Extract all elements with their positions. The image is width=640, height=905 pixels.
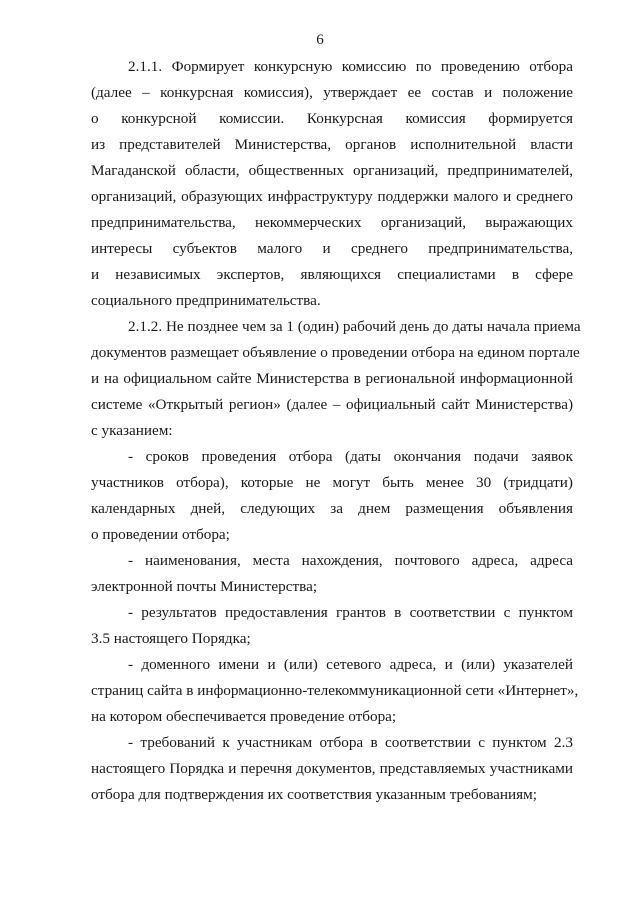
paragraph-2-1-2-line-3: и на официальном сайте Министерства в региональной информационной [91, 370, 573, 387]
list-item-1-line-4: о проведении отбора; [91, 526, 230, 543]
paragraph-2-1-1-line-6: организаций, образующих инфраструктуру поддержки малого и среднего [91, 188, 573, 205]
list-item-3-line-2: 3.5 настоящего Порядка; [91, 630, 251, 647]
paragraph-2-1-1-line-7: предпринимательства, некоммерческих организаций, выражающих [91, 214, 573, 231]
list-item-1-line-1: - сроков проведения отбора (даты окончания подачи заявок [128, 448, 573, 465]
page-number: 6 [316, 32, 324, 48]
list-item-1-line-2: участников отбора), которые не могут быть менее 30 (тридцати) [91, 474, 573, 491]
list-item-4-line-3: на котором обеспечивается проведение отбора; [91, 708, 397, 725]
paragraph-2-1-2-line-5: с указанием: [91, 422, 173, 439]
paragraph-2-1-1-line-10: социального предпринимательства. [91, 292, 321, 309]
list-item-5-line-1: - требований к участникам отбора в соответствии с пунктом 2.3 [128, 734, 573, 751]
paragraph-2-1-1-line-2: (далее – конкурсная комиссия), утверждает ее состав и положение [91, 84, 573, 101]
paragraph-2-1-2-line-4: системе «Открытый регион» (далее – официальный сайт Министерства) [91, 396, 573, 413]
list-item-2-line-2: электронной почты Министерства; [91, 578, 318, 595]
paragraph-2-1-1-line-4: из представителей Министерства, органов исполнительной власти [91, 136, 573, 153]
list-item-4-line-2: страниц сайта в информационно-телекоммуникационной сети «Интернет», [91, 682, 579, 699]
paragraph-2-1-1-line-1: 2.1.1. Формирует конкурсную комиссию по проведению отбора [128, 58, 573, 75]
list-item-5-line-2: настоящего Порядка и перечня документов, представляемых участниками [91, 760, 573, 777]
paragraph-2-1-2-line-2: документов размещает объявление о проведении отбора на едином портале [91, 344, 580, 361]
list-item-5-line-3: отбора для подтверждения их соответствия указанным требованиям; [91, 786, 537, 803]
list-item-1-line-3: календарных дней, следующих за днем размещения объявления [91, 500, 573, 517]
paragraph-2-1-1-line-9: и независимых экспертов, являющихся специалистами в сфере [91, 266, 573, 283]
paragraph-2-1-1-line-5: Магаданской области, общественных организаций, предпринимателей, [91, 162, 573, 179]
paragraph-2-1-2-line-1: 2.1.2. Не позднее чем за 1 (один) рабочий день до даты начала приема [128, 318, 581, 335]
paragraph-2-1-1-line-8: интересы субъектов малого и среднего предпринимательства, [91, 240, 573, 257]
paragraph-2-1-1-line-3: о конкурсной комиссии. Конкурсная комиссия формируется [91, 110, 573, 127]
list-item-3-line-1: - результатов предоставления грантов в соответствии с пунктом [128, 604, 573, 621]
list-item-4-line-1: - доменного имени и (или) сетевого адреса, и (или) указателей [128, 656, 573, 673]
list-item-2-line-1: - наименования, места нахождения, почтового адреса, адреса [128, 552, 573, 569]
